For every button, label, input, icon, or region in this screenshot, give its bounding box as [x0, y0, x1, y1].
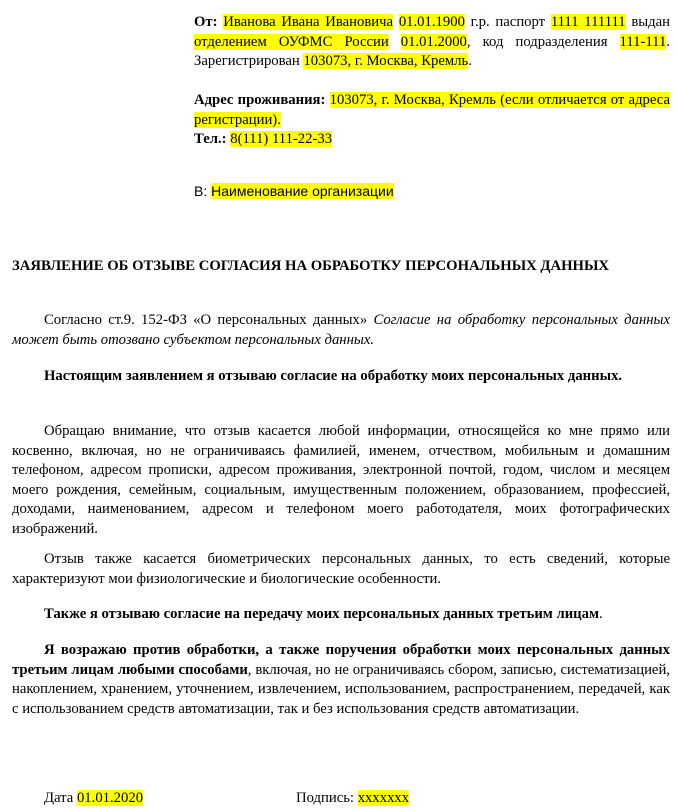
issue-date: 01.01.2000	[400, 33, 467, 50]
law-reference-quote: Согласие на обработку персональных данных может быть отозвано субъектом персональных данных.	[12, 312, 670, 348]
paragraph-objection	[12, 641, 670, 719]
date-field	[44, 789, 143, 809]
signature-label: Подпись:	[296, 790, 355, 806]
paragraph-biometric	[12, 550, 670, 589]
third-parties-period: .	[599, 606, 603, 622]
from-label: От:	[194, 14, 218, 30]
registered-label: . Зарегистрирован	[194, 33, 670, 69]
residence-block	[194, 91, 670, 150]
division-code: 111-111	[619, 33, 667, 50]
sender-birth-date: 01.01.1900	[398, 14, 465, 30]
residence-label: Адрес проживания:	[194, 92, 326, 108]
phone-number: 8(111) 111-22-33	[230, 131, 333, 147]
third-parties-statement: Также я отзываю согласие на передачу моих персональных данных третьим лицам	[44, 606, 599, 622]
sender-block	[194, 13, 670, 72]
birth-suffix: г.р. паспорт	[470, 14, 546, 30]
signature-value: xxxxxxx	[357, 790, 410, 806]
signature-field	[296, 789, 409, 809]
passport-number: 1111 111111	[550, 14, 626, 30]
recipient-block	[194, 182, 670, 202]
paragraph-revocation	[12, 367, 670, 387]
paragraph-law-reference	[12, 311, 670, 350]
date-value: 01.01.2020	[76, 790, 144, 806]
date-label: Дата	[44, 790, 74, 806]
sender-full-name: Иванова Ивана Ивановича	[223, 14, 394, 30]
paragraph-third-parties	[12, 605, 670, 625]
division-code-label: , код подразделения	[466, 33, 608, 50]
residence-address: 103073, г. Москва, Кремль (если отличается от адреса регистрации).	[194, 92, 670, 128]
scope-text: Обращаю внимание, что отзыв касается любой информации, относящейся ко мне прямо или косвенно, включая, но не ограничиваясь фамилией, именем, отчеством, мобильным и домашним телефоном, адресом прописки, адресом проживания, электронной почтой, годом, числом и месяцем моего рождения, семейным, социальным, имущественным положением, образованием, профессией, доходами, наименованием, адресом и телефоном моего работодателя, моих фотографических изображений.	[12, 423, 670, 537]
issued-label: выдан	[631, 14, 671, 30]
biometric-text: Отзыв также касается биометрических персональных данных, то есть сведений, которые характеризуют мои физиологические и биологические особенности.	[12, 551, 670, 587]
revocation-statement: Настоящим заявлением я отзываю согласие на обработку моих персональных данных.	[44, 368, 623, 384]
phone-label: Тел.:	[194, 131, 227, 147]
paragraph-scope	[12, 422, 670, 539]
registration-address: 103073, г. Москва, Кремль	[303, 53, 469, 69]
sender-period: .	[468, 53, 472, 69]
issued-by: отделением ОУФМС России	[194, 33, 389, 50]
objection-statement: Я возражаю против обработки, а также поручения обработки моих персональных данных третьим лицам любыми способами	[12, 642, 670, 678]
to-label: В:	[194, 183, 208, 199]
document-title: ЗАЯВЛЕНИЕ ОБ ОТЗЫВЕ СОГЛАСИЯ НА ОБРАБОТКУ ПЕРСОНАЛЬНЫХ ДАННЫХ	[12, 258, 609, 274]
law-reference-text: Согласно ст.9. 152-ФЗ «О персональных данных»	[44, 312, 374, 328]
objection-details: , включая, но не ограничиваясь сбором, записью, систематизацией, накоплением, хранением, уточнением, извлечением, использованием, распространением, передачей, как с использованием средств автоматизации, так и без использования средств автоматизации.	[12, 661, 670, 717]
sender-details	[194, 13, 670, 72]
recipient-organization: Наименование организации	[211, 183, 394, 199]
